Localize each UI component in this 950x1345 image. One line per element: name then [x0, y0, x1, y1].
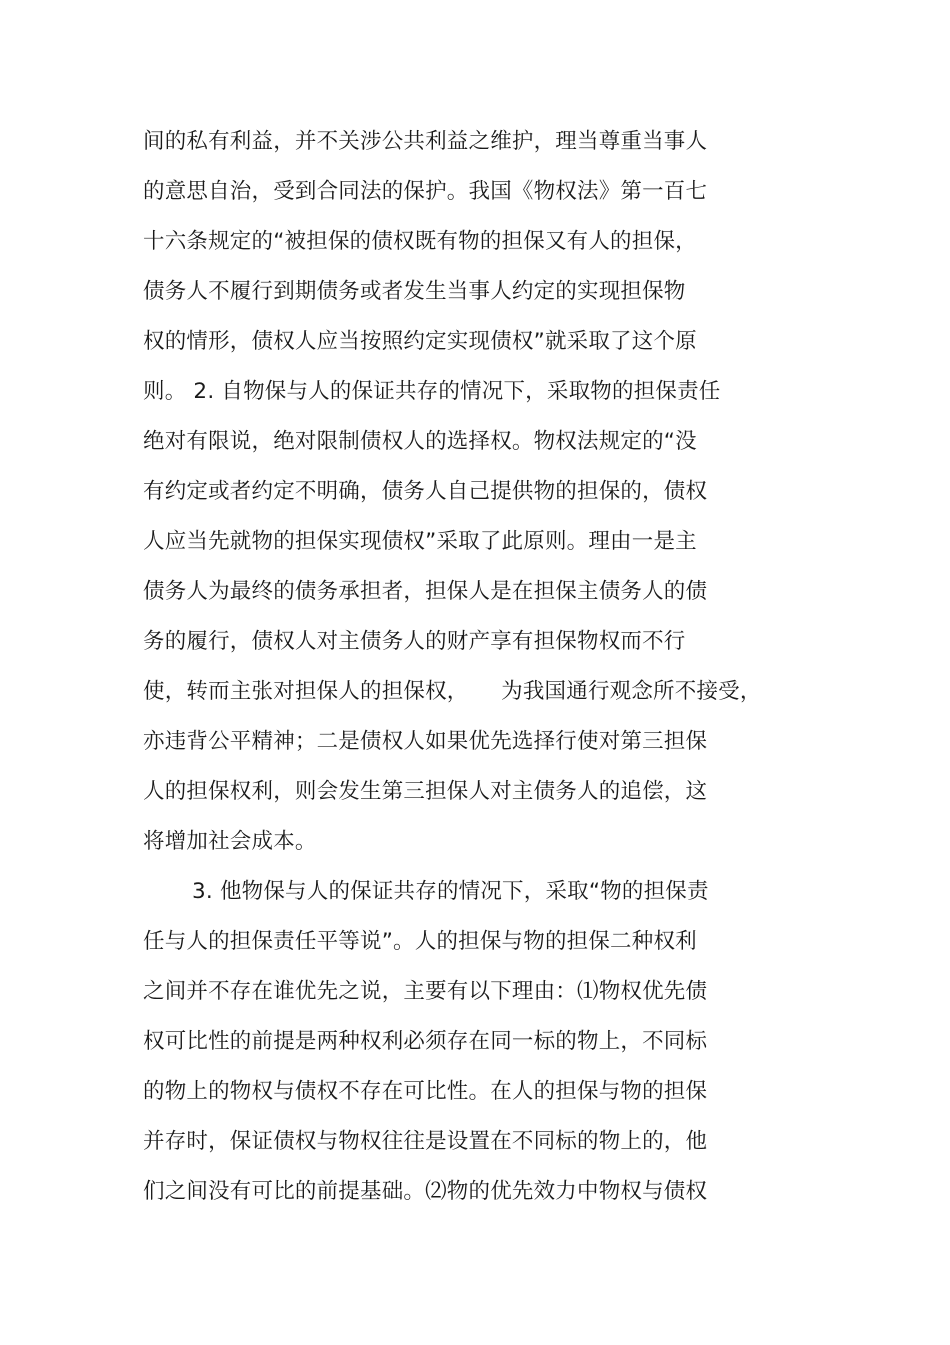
text-line: 绝对有限说，绝对限制债权人的选择权。物权法规定的“没 [143, 429, 697, 454]
text-line: 权可比性的前提是两种权利必须存在同一标的物上，不同标 [143, 1029, 708, 1054]
text-line: 债务人为最终的债务承担者，担保人是在担保主债务人的债 [143, 579, 708, 604]
text-line: 使，转而主张对担保人的担保权， 为我国通行观念所不接受， [143, 679, 762, 704]
text-line: 十六条规定的“被担保的债权既有物的担保又有人的担保， [143, 229, 697, 254]
text-line: 将增加社会成本。 [143, 829, 317, 854]
text-line: 的意思自治，受到合同法的保护。我国《物权法》第一百七 [143, 179, 708, 204]
text-line: 人的担保权利，则会发生第三担保人对主债务人的追偿，这 [143, 779, 708, 804]
text-line: 并存时，保证债权与物权往往是设置在不同标的物上的，他 [143, 1129, 708, 1154]
paragraph-first-line: 3. 他物保与人的保证共存的情况下，采取“物的担保责 [192, 879, 709, 904]
text-line: 亦违背公平精神；二是债权人如果优先选择行使对第三担保 [143, 729, 708, 754]
text-line: 任与人的担保责任平等说”。人的担保与物的担保二种权利 [143, 929, 697, 954]
text-line: 有约定或者约定不明确，债务人自己提供物的担保的，债权 [143, 479, 708, 504]
text-line: 务的履行，债权人对主债务人的财产享有担保物权而不行 [143, 629, 686, 654]
text-line: 间的私有利益，并不关涉公共利益之维护，理当尊重当事人 [143, 129, 708, 154]
text-line: 则。 2. 自物保与人的保证共存的情况下，采取物的担保责任 [143, 379, 721, 404]
text-line: 债务人不履行到期债务或者发生当事人约定的实现担保物 [143, 279, 686, 304]
text-line: 的物上的物权与债权不存在可比性。在人的担保与物的担保 [143, 1079, 708, 1104]
text-line: 之间并不存在谁优先之说，主要有以下理由：⑴物权优先债 [143, 979, 708, 1004]
text-line: 们之间没有可比的前提基础。⑵物的优先效力中物权与债权 [143, 1179, 708, 1204]
text-line: 人应当先就物的担保实现债权”采取了此原则。理由一是主 [143, 529, 697, 554]
text-line: 权的情形，债权人应当按照约定实现债权”就采取了这个原 [143, 329, 697, 354]
